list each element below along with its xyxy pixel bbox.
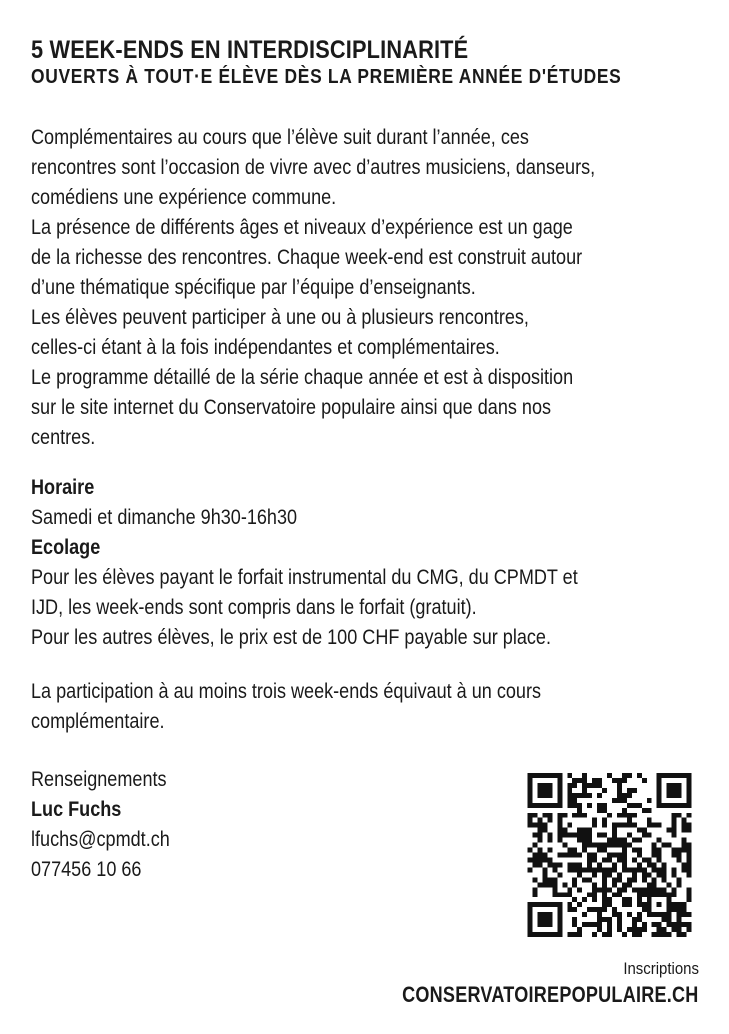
contact-email[interactable]: lfuchs@cpmdt.ch [31, 828, 170, 851]
website-link[interactable]: CONSERVATOIREPOPULAIRE.CH [402, 982, 699, 1007]
intro-paragraph [31, 123, 633, 453]
intro-line: Complémentaires au cours que l’élève suit durant l’année, ces [31, 126, 529, 149]
participation-line: complémentaire. [31, 710, 165, 733]
horaire-heading: Horaire [31, 476, 95, 499]
intro-line: sur le site internet du Conservatoire populaire ainsi que dans nos [31, 396, 552, 419]
ecolage-line: IJD, les week-ends sont compris dans le forfait (gratuit). [31, 596, 477, 619]
page-subtitle: OUVERTS À TOUT·E ÉLÈVE DÈS LA PREMIÈRE ANNÉE D'ÉTUDES [31, 66, 622, 88]
ecolage-heading: Ecolage [31, 536, 101, 559]
intro-line: d’une thématique spécifique par l’équipe d’enseignants. [31, 276, 476, 299]
qr-code-icon[interactable] [526, 773, 693, 937]
inscriptions-label: Inscriptions [623, 959, 699, 978]
contact-phone[interactable]: 077456 10 66 [31, 858, 142, 881]
participation-note [31, 677, 633, 737]
page-title: 5 WEEK-ENDS EN INTERDISCIPLINARITÉ [31, 36, 469, 64]
contact-name: Luc Fuchs [31, 798, 122, 821]
intro-line: rencontres sont l’occasion de vivre avec d’autres musiciens, danseurs, [31, 156, 596, 179]
ecolage-line: Pour les autres élèves, le prix est de 100 CHF payable sur place. [31, 626, 552, 649]
ecolage-line: Pour les élèves payant le forfait instrumental du CMG, du CPMDT et [31, 566, 578, 589]
horaire-value: Samedi et dimanche 9h30-16h30 [31, 506, 298, 529]
header [31, 36, 701, 89]
intro-line: Le programme détaillé de la série chaque année et est à disposition [31, 366, 574, 389]
participation-line: La participation à au moins trois week-ends équivaut à un cours [31, 680, 541, 703]
intro-line: La présence de différents âges et niveaux d’expérience est un gage [31, 216, 573, 239]
schedule-section [31, 473, 633, 653]
intro-line: celles-ci étant à la fois indépendantes et complémentaires. [31, 336, 500, 359]
intro-line: centres. [31, 426, 96, 449]
contact-label: Renseignements [31, 768, 167, 791]
intro-line: de la richesse des rencontres. Chaque week-end est construit autour [31, 246, 583, 269]
intro-line: Les élèves peuvent participer à une ou à plusieurs rencontres, [31, 306, 529, 329]
intro-line: comédiens une expérience commune. [31, 186, 337, 209]
